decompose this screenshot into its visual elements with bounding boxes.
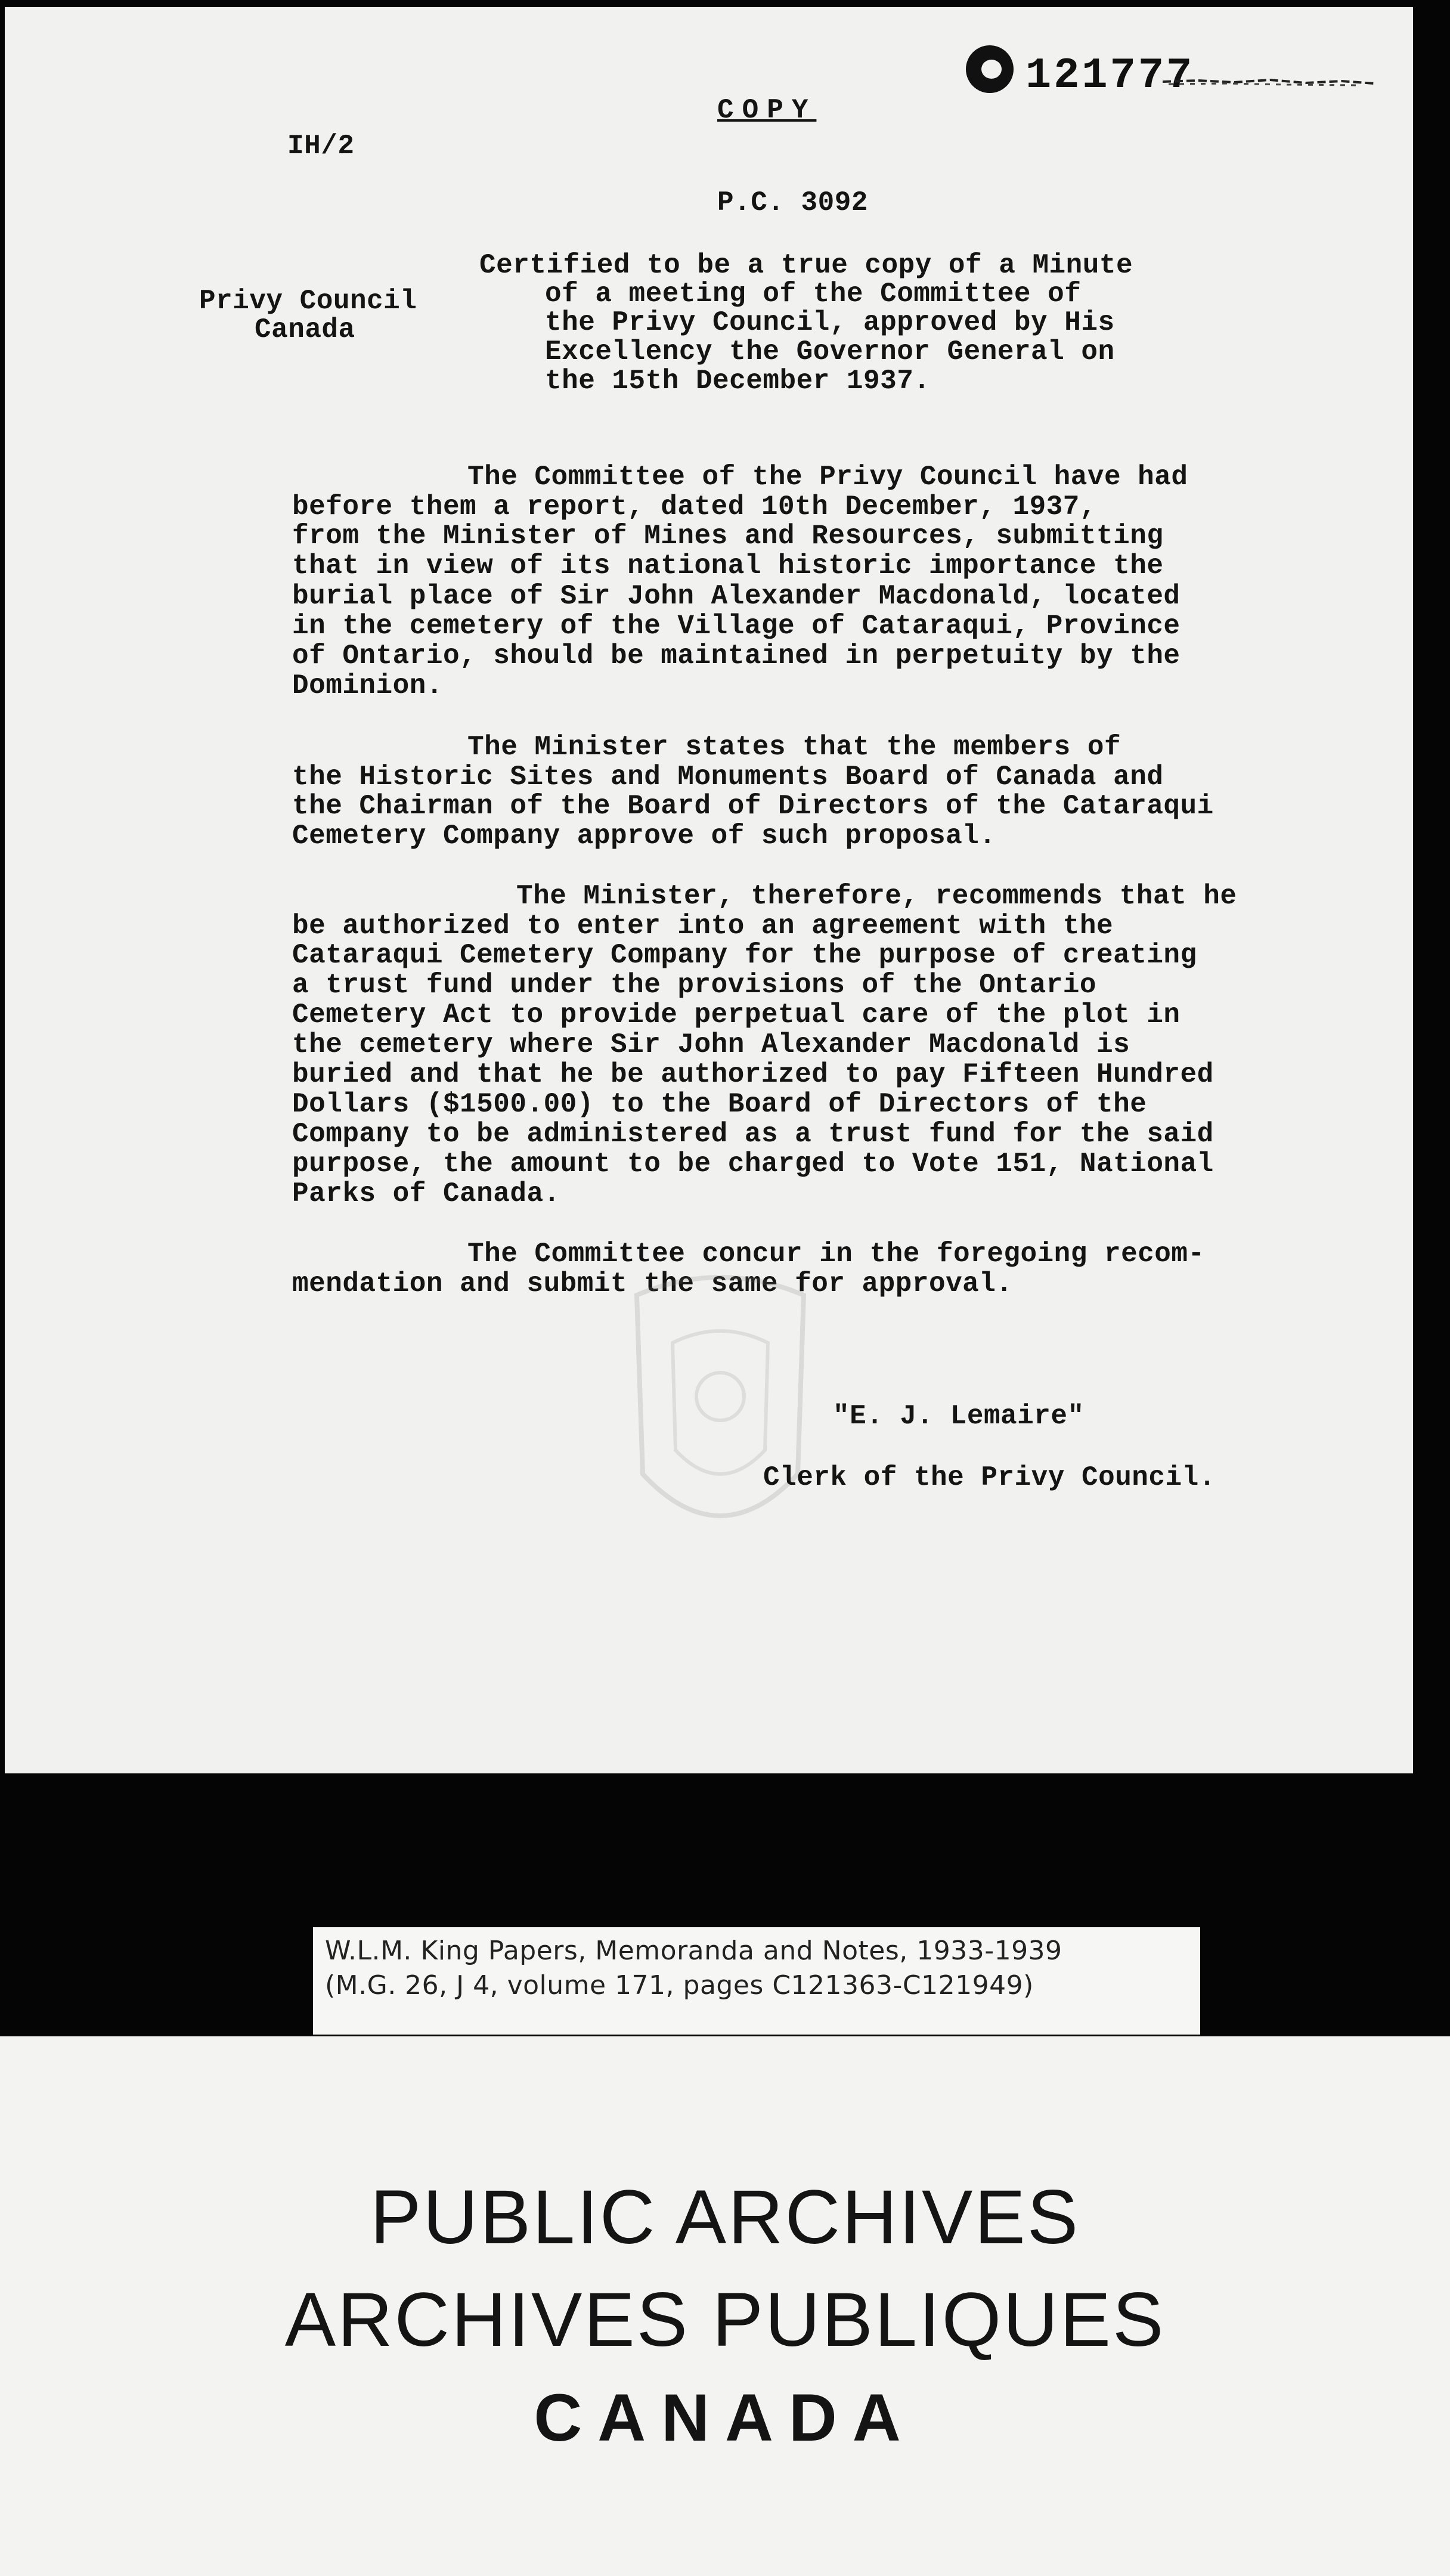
body-line: in the cemetery of the Village of Cataraqui, Province (292, 611, 1181, 642)
caption-line: W.L.M. King Papers, Memoranda and Notes, 1933-1939 (325, 1936, 1062, 1966)
body-line: Cataraqui Cemetery Company for the purpose of creating (292, 940, 1197, 971)
body-line: Company to be administered as a trust fund for the said (292, 1119, 1214, 1150)
copy-heading: COPY (717, 95, 817, 126)
body-line: that in view of its national historic importance the (292, 550, 1164, 581)
body-line: mendation and submit the same for approval. (292, 1268, 1013, 1299)
banner-line: CANADA (534, 2380, 916, 2455)
body-line: the cemetery where Sir John Alexander Macdonald is (292, 1029, 1130, 1060)
body-line: The Committee concur in the foregoing recom- (467, 1239, 1205, 1270)
archive-caption (313, 1927, 1200, 2035)
body-line: Dominion. (292, 670, 443, 701)
order-number: P.C. 3092 (717, 187, 868, 218)
archives-banner (0, 2036, 1450, 2576)
body-line: burial place of Sir John Alexander Macdonald, located (292, 581, 1181, 612)
header-code: IH/2 (287, 131, 355, 162)
body-line: be authorized to enter into an agreement with the (292, 911, 1114, 942)
body-line: Dollars ($1500.00) to the Board of Directors of the (292, 1089, 1147, 1120)
body-line: The Minister states that the members of (467, 732, 1121, 763)
certification-line: Excellency the Governor General on (545, 336, 1115, 367)
body-line: from the Minister of Mines and Resources, submitting (292, 521, 1164, 552)
certification-line: of a meeting of the Committee of (545, 278, 1082, 309)
strike-scribble-icon (1163, 76, 1377, 87)
body-line: the Historic Sites and Monuments Board of Canada and (292, 761, 1164, 792)
issuer-line: Canada (255, 314, 355, 345)
body-line: the Chairman of the Board of Directors of the Cataraqui (292, 791, 1214, 822)
c-mark-icon (966, 45, 1014, 93)
body-line: buried and that he be authorized to pay Fifteen Hundred (292, 1059, 1214, 1090)
body-line: a trust fund under the provisions of the Ontario (292, 970, 1097, 1001)
banner-line: PUBLIC ARCHIVES (370, 2175, 1080, 2260)
body-line: The Committee of the Privy Council have had (467, 462, 1188, 493)
seal-watermark-icon (601, 1259, 839, 1569)
document-page (5, 7, 1413, 1773)
certification-line: the Privy Council, approved by His (545, 307, 1115, 338)
body-line: Cemetery Act to provide perpetual care of the plot in (292, 999, 1181, 1030)
archive-stamp (966, 37, 1395, 114)
body-line: Cemetery Company approve of such proposal. (292, 821, 996, 852)
certification-line: the 15th December 1937. (545, 366, 931, 397)
body-line: purpose, the amount to be charged to Vote 151, National (292, 1148, 1214, 1179)
stamp-number: 121777 (1025, 51, 1195, 100)
caption-line: (M.G. 26, J 4, volume 171, pages C121363-C121949) (325, 1970, 1034, 2001)
signature-title: Clerk of the Privy Council. (763, 1462, 1216, 1493)
issuer-line: Privy Council (199, 286, 417, 317)
banner-line: ARCHIVES PUBLIQUES (284, 2277, 1166, 2363)
signature-name: "E. J. Lemaire" (833, 1401, 1085, 1432)
body-line: before them a report, dated 10th December, 1937, (292, 491, 1097, 522)
body-line: The Minister, therefore, recommends that he (516, 881, 1237, 912)
certification-line: Certified to be a true copy of a Minute (479, 250, 1133, 281)
body-line: of Ontario, should be maintained in perpetuity by the (292, 640, 1181, 671)
body-line: Parks of Canada. (292, 1178, 560, 1209)
